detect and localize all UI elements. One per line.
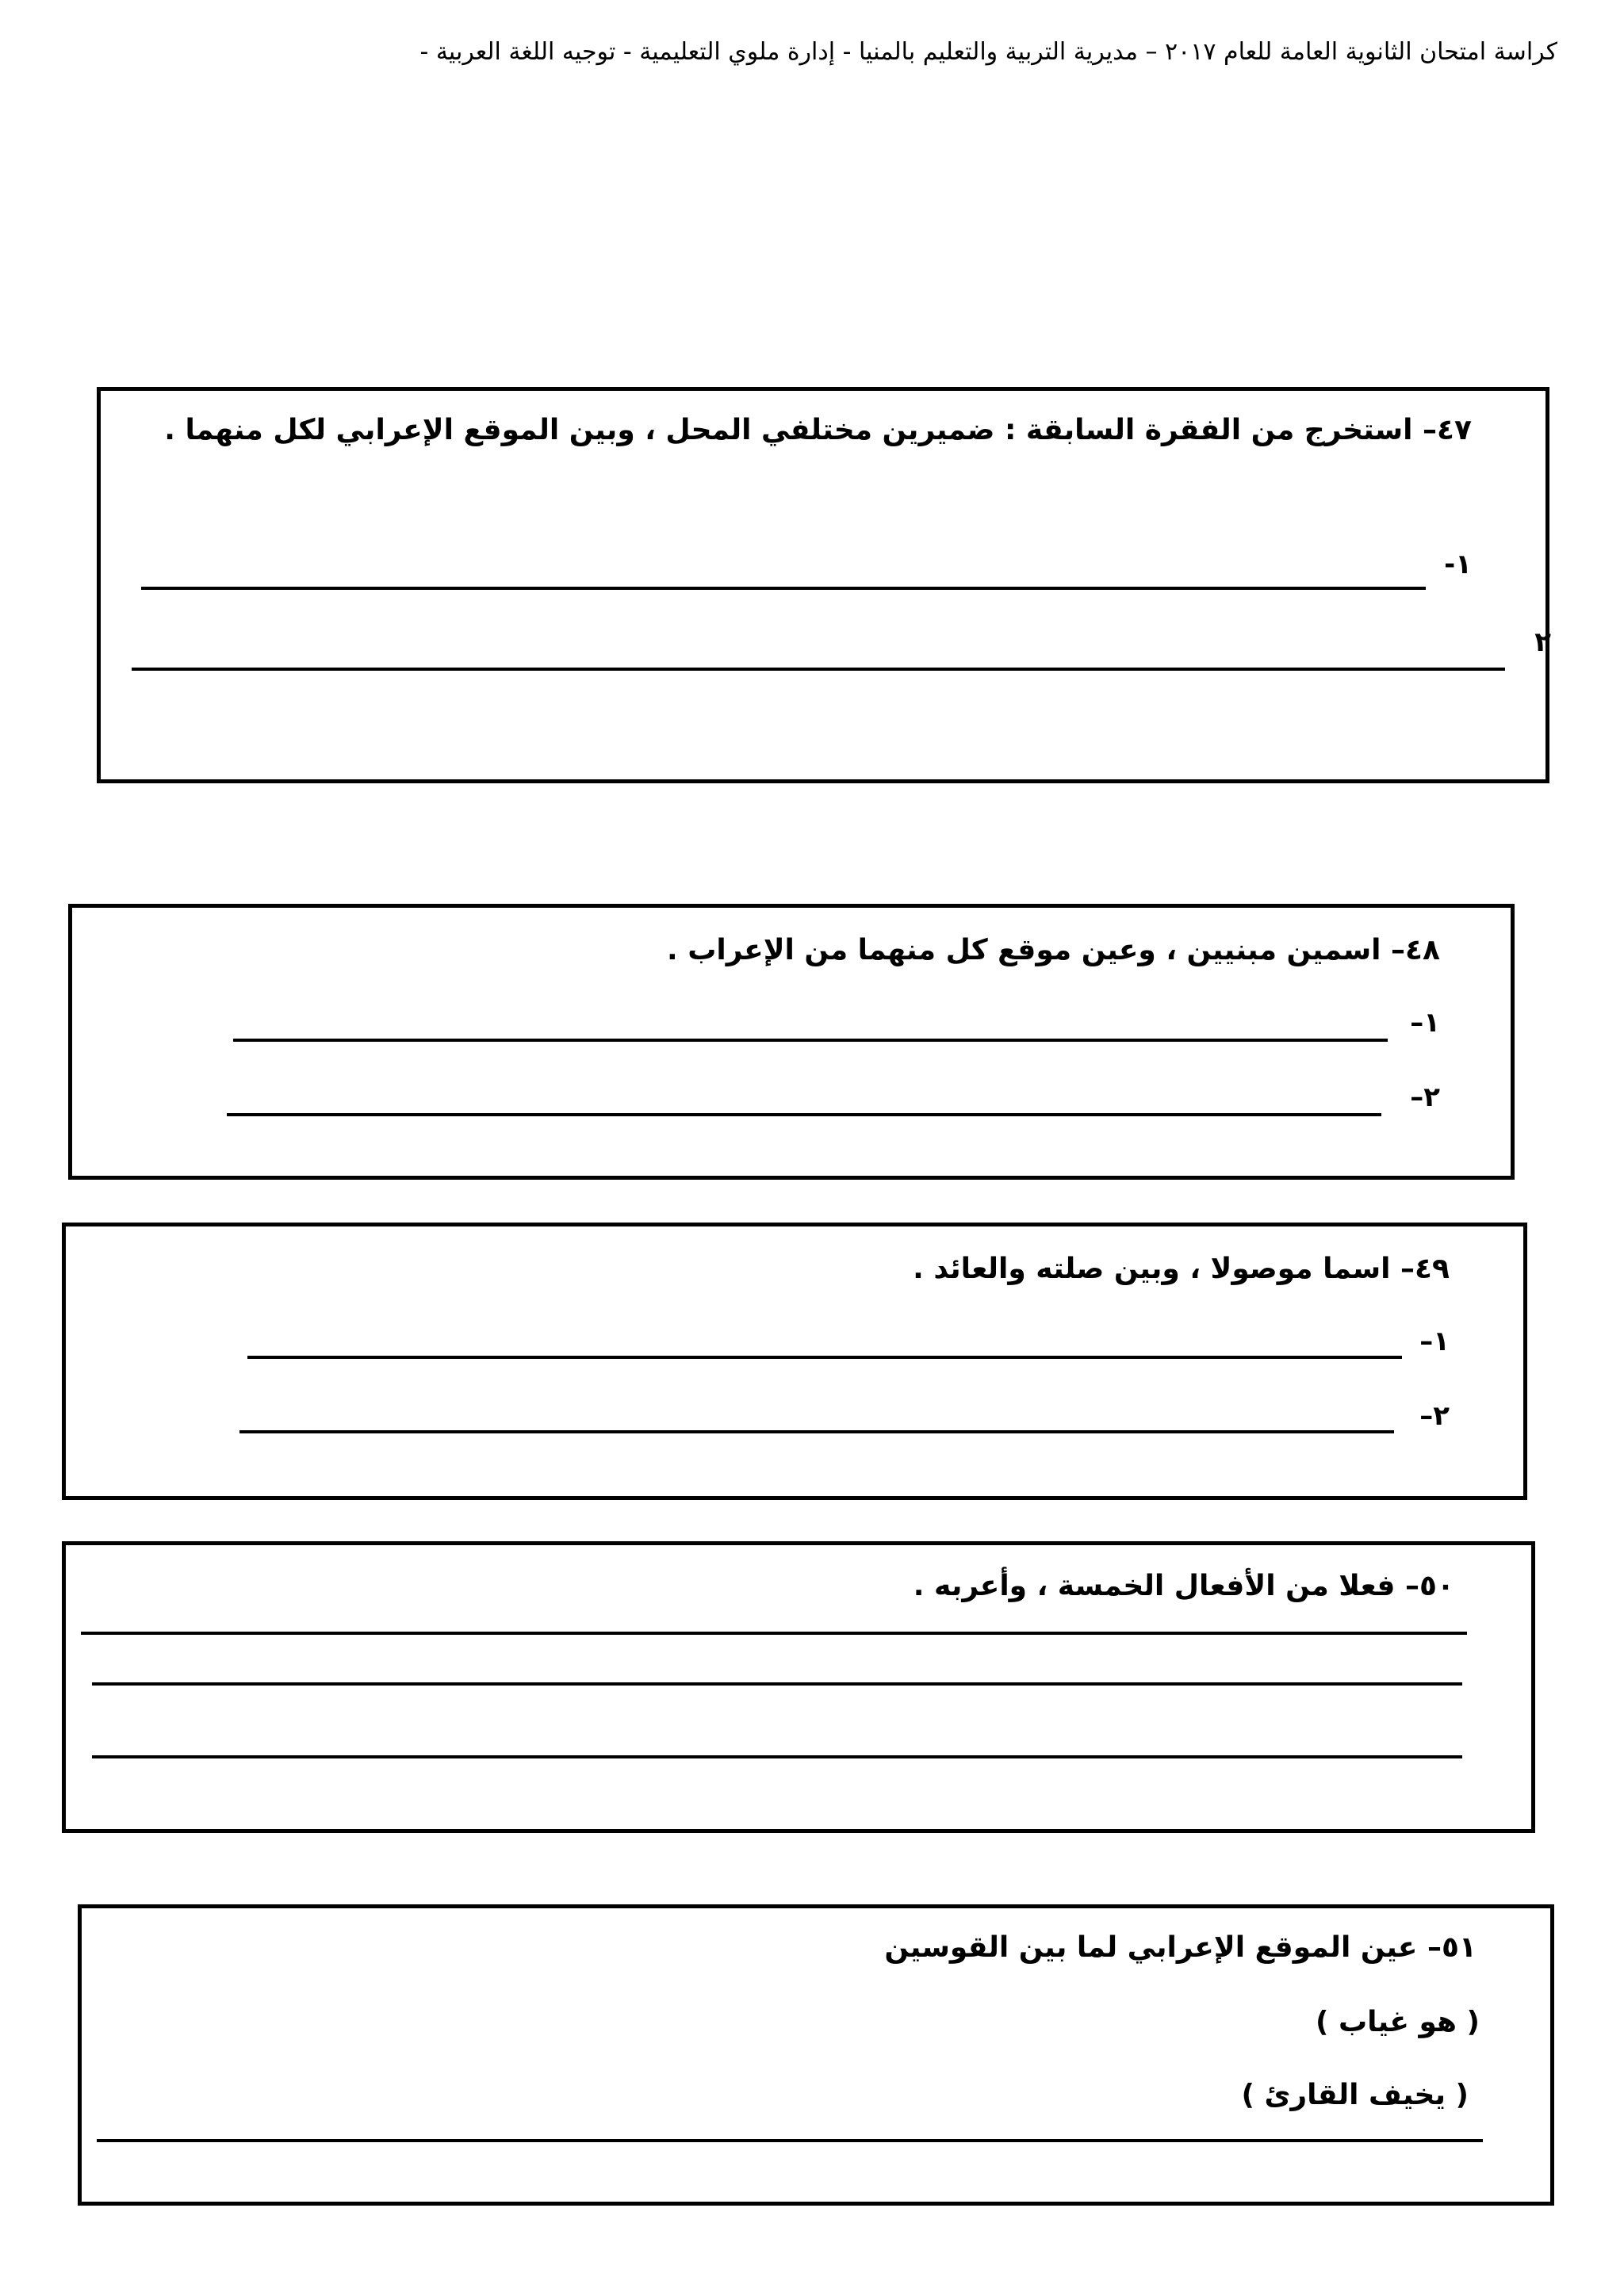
question-51-prompt: ٥١– عين الموقع الإعرابي لما بين القوسين <box>884 1931 1477 1964</box>
question-51-phrase-2: ( يخيف القارئ ) <box>1241 2079 1469 2111</box>
question-51-answer-line[interactable] <box>97 2139 1483 2142</box>
page-header: كراسة امتحان الثانوية العامة للعام ٢٠١٧ – مديرية التربية والتعليم بالمنيا - إدارة ملوي التعليمية - توجيه اللغة العربية - <box>419 38 1557 66</box>
question-47-answer-line-2[interactable] <box>132 668 1505 671</box>
question-49-prompt: ٤٩– اسما موصولا ، وبين صلته والعائد . <box>913 1253 1450 1285</box>
question-50-prompt: ٥٠– فعلا من الأفعال الخمسة ، وأعربه . <box>913 1570 1454 1602</box>
question-48-prompt: ٤٨– اسمين مبنيين ، وعين موقع كل منهما من الإعراب . <box>667 934 1440 966</box>
question-47-item-1-label: ١- <box>1444 549 1472 580</box>
question-47-item-2-label: ٢ <box>1534 626 1551 658</box>
question-49-answer-line-1[interactable] <box>247 1356 1402 1359</box>
question-50-answer-line-2[interactable] <box>92 1682 1462 1686</box>
question-47-answer-line-1[interactable] <box>141 587 1426 590</box>
question-47-box <box>97 387 1549 783</box>
question-50-answer-line-3[interactable] <box>92 1755 1462 1758</box>
question-48-item-2-label: ٢– <box>1410 1081 1440 1113</box>
question-48-answer-line-1[interactable] <box>233 1039 1388 1042</box>
question-49-item-2-label: ٢– <box>1419 1400 1450 1432</box>
question-48-answer-line-2[interactable] <box>227 1113 1381 1116</box>
question-49-answer-line-2[interactable] <box>239 1430 1394 1433</box>
question-47-prompt: ٤٧– استخرج من الفقرة السابقة : ضميرين مختلفي المحل ، وبين الموقع الإعرابي لكل منهما . <box>164 414 1472 446</box>
question-48-item-1-label: ١– <box>1410 1007 1440 1039</box>
question-50-answer-line-1[interactable] <box>81 1632 1467 1635</box>
question-51-phrase-1: ( هو غياب ) <box>1315 2006 1480 2038</box>
question-49-item-1-label: ١– <box>1419 1326 1450 1357</box>
